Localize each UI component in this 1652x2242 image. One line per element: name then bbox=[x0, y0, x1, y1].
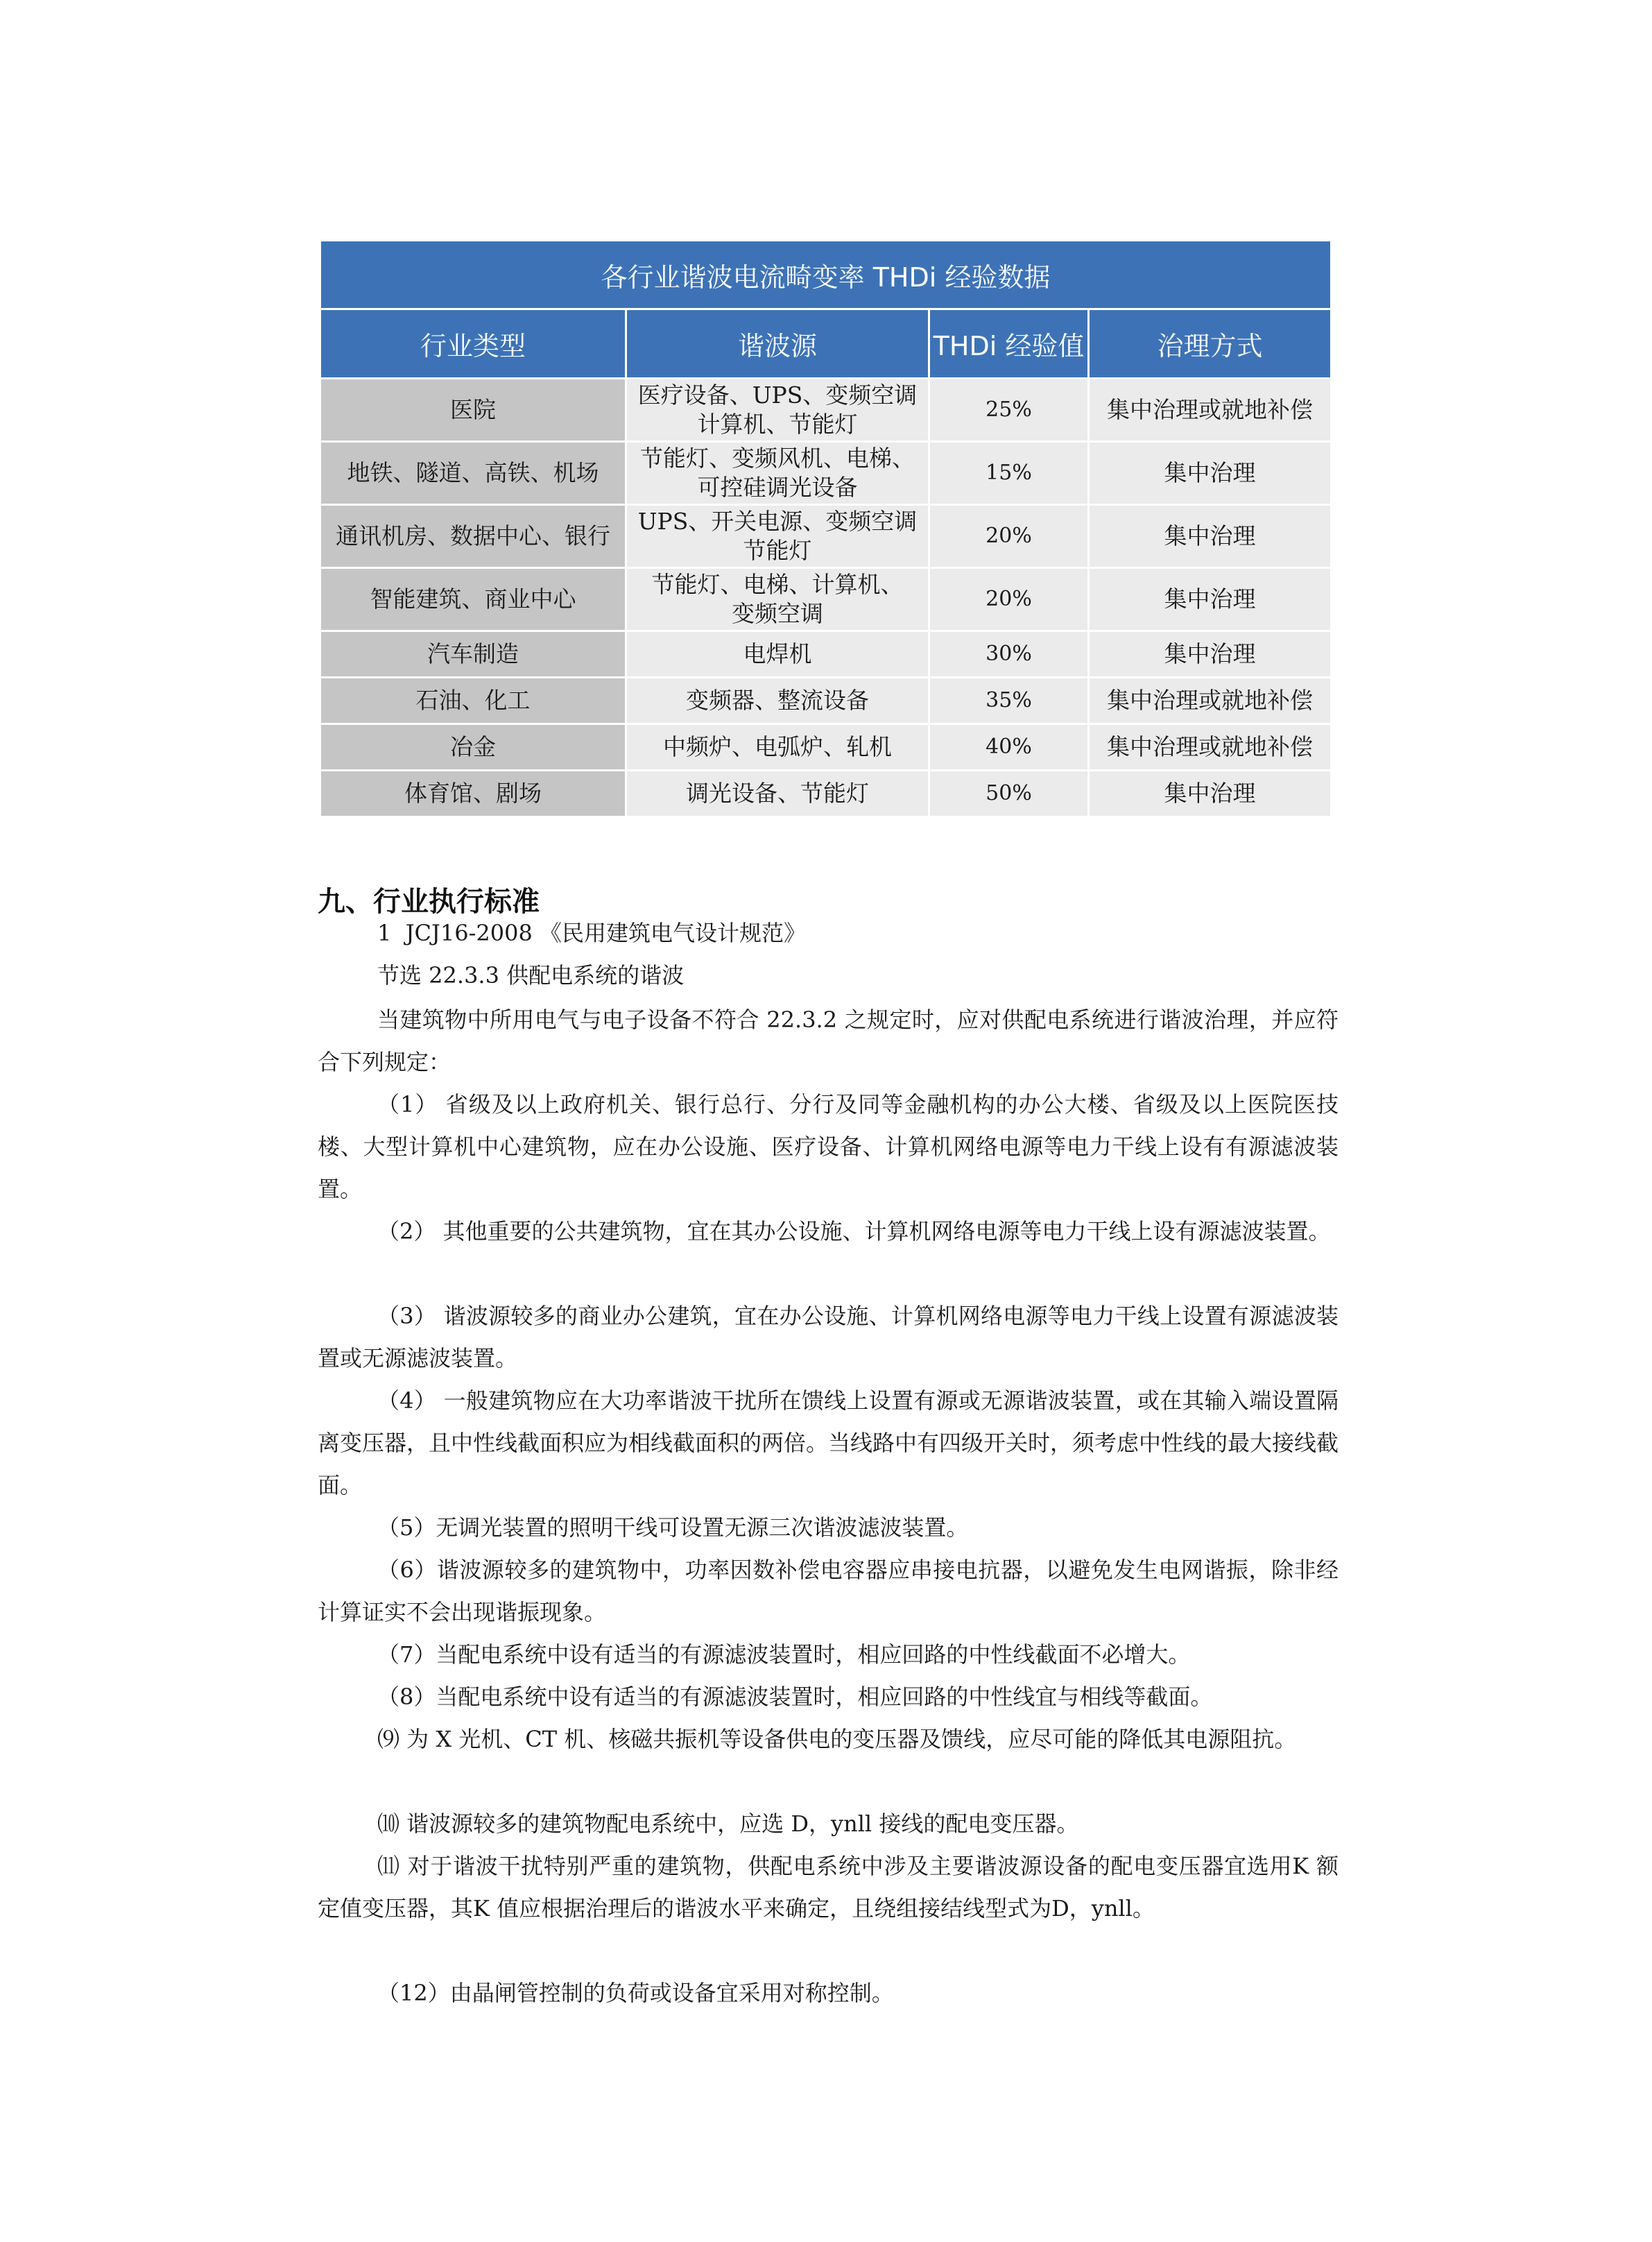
thdi-cell: 20% bbox=[929, 568, 1089, 631]
source-cell: 变频器、整流设备 bbox=[626, 678, 929, 724]
method-cell: 集中治理 bbox=[1089, 631, 1332, 678]
table-row bbox=[320, 678, 1332, 724]
source-cell bbox=[626, 379, 929, 442]
thdi-cell: 50% bbox=[929, 771, 1089, 817]
table-row bbox=[320, 631, 1332, 678]
header-source: 谐波源 bbox=[626, 309, 929, 379]
source-line: 节能灯、电梯、计算机、 bbox=[651, 571, 904, 598]
source-cell: 中频炉、电弧炉、轧机 bbox=[626, 724, 929, 771]
thdi-cell: 30% bbox=[929, 631, 1089, 678]
table-row bbox=[320, 771, 1332, 817]
method-cell: 集中治理 bbox=[1089, 505, 1332, 568]
excerpt-subtitle: 节选 22.3.3 供配电系统的谐波 bbox=[377, 962, 685, 989]
table-title: 各行业谐波电流畸变率 THDi 经验数据 bbox=[320, 241, 1332, 309]
rule-item: （4） 一般建筑物应在大功率谐波干扰所在馈线上设置有源或无源谐波装置，或在其输入端设置隔离变压器，且中性线截面积应为相线截面积的两倍。当线路中有四级开关时，须考虑中性线的最大接线截面。 bbox=[318, 1387, 1339, 1498]
rule-item: ⑾ 对于谐波干扰特别严重的建筑物，供配电系统中涉及主要谐波源设备的配电变压器宜选用K 额定值变压器，其K 值应根据治理后的谐波水平来确定，且绕组接结线型式为D，ynll。 bbox=[318, 1853, 1339, 1922]
industry-cell: 智能建筑、商业中心 bbox=[320, 568, 626, 631]
rule-item: （2） 其他重要的公共建筑物，宜在其办公设施、计算机网络电源等电力干线上设有源滤波装置。 bbox=[377, 1218, 1331, 1244]
table-row bbox=[320, 379, 1332, 442]
source-cell: 电焊机 bbox=[626, 631, 929, 678]
thdi-cell: 25% bbox=[929, 379, 1089, 442]
industry-cell: 汽车制造 bbox=[320, 631, 626, 678]
rule-item: ⑼ 为 X 光机、CT 机、核磁共振机等设备供电的变压器及馈线，应尽可能的降低其电源阻抗。 bbox=[377, 1726, 1297, 1752]
method-cell: 集中治理 bbox=[1089, 771, 1332, 817]
source-line: 可控硅调光设备 bbox=[697, 474, 858, 501]
header-method: 治理方式 bbox=[1089, 309, 1332, 379]
industry-cell: 通讯机房、数据中心、银行 bbox=[320, 505, 626, 568]
method-cell: 集中治理 bbox=[1089, 568, 1332, 631]
industry-cell: 地铁、隧道、高铁、机场 bbox=[320, 442, 626, 505]
rule-item: （1） 省级及以上政府机关、银行总行、分行及同等金融机构的办公大楼、省级及以上医院医技楼、大型计算机中心建筑物，应在办公设施、医疗设备、计算机网络电源等电力干线上设有有源滤波装置。 bbox=[318, 1091, 1339, 1202]
rule-item: （3） 谐波源较多的商业办公建筑，宜在办公设施、计算机网络电源等电力干线上设置有源滤波装置或无源滤波装置。 bbox=[318, 1303, 1339, 1371]
source-line: 计算机、节能灯 bbox=[697, 411, 858, 438]
section-heading: 九、行业执行标准 bbox=[318, 886, 540, 918]
rule-item: ⑽ 谐波源较多的建筑物配电系统中，应选 D，ynll 接线的配电变压器。 bbox=[377, 1811, 1079, 1837]
industry-cell: 石油、化工 bbox=[320, 678, 626, 724]
thdi-cell: 15% bbox=[929, 442, 1089, 505]
rule-item: （12）由晶闸管控制的负荷或设备宜采用对称控制。 bbox=[377, 1980, 894, 2006]
intro-paragraph: 当建筑物中所用电气与电子设备不符合 22.3.2 之规定时，应对供配电系统进行谐波治理，并应符合下列规定： bbox=[318, 1007, 1339, 1075]
standard-reference: 1 JCJ16-2008 《民用建筑电气设计规范》 bbox=[377, 920, 806, 946]
thdi-data-table bbox=[319, 239, 1332, 818]
table-row bbox=[320, 568, 1332, 631]
method-cell: 集中治理 bbox=[1089, 442, 1332, 505]
industry-cell: 医院 bbox=[320, 379, 626, 442]
source-line: 节能灯、变频风机、电梯、 bbox=[640, 445, 915, 472]
header-industry: 行业类型 bbox=[320, 309, 626, 379]
rule-item: （6）谐波源较多的建筑物中，功率因数补偿电容器应串接电抗器，以避免发生电网谐振，除非经计算证实不会出现谐振现象。 bbox=[318, 1557, 1339, 1625]
thdi-cell: 40% bbox=[929, 724, 1089, 771]
source-cell: 调光设备、节能灯 bbox=[626, 771, 929, 817]
method-cell: 集中治理或就地补偿 bbox=[1089, 379, 1332, 442]
method-cell: 集中治理或就地补偿 bbox=[1089, 724, 1332, 771]
source-line: 医疗设备、UPS、变频空调 bbox=[637, 382, 918, 409]
source-cell bbox=[626, 568, 929, 631]
source-cell bbox=[626, 442, 929, 505]
rule-item: （7）当配电系统中设有适当的有源滤波装置时，相应回路的中性线截面不必增大。 bbox=[377, 1641, 1191, 1668]
source-line: 节能灯 bbox=[743, 537, 812, 564]
method-cell: 集中治理或就地补偿 bbox=[1089, 678, 1332, 724]
table-row bbox=[320, 442, 1332, 505]
table-row bbox=[320, 505, 1332, 568]
source-line: UPS、开关电源、变频空调 bbox=[637, 508, 918, 535]
industry-cell: 冶金 bbox=[320, 724, 626, 771]
rule-item: （8）当配电系统中设有适当的有源滤波装置时，相应回路的中性线宜与相线等截面。 bbox=[377, 1684, 1213, 1710]
table-row bbox=[320, 724, 1332, 771]
thdi-cell: 35% bbox=[929, 678, 1089, 724]
rule-item: （5）无调光装置的照明干线可设置无源三次谐波滤波装置。 bbox=[377, 1514, 969, 1541]
thdi-cell: 20% bbox=[929, 505, 1089, 568]
industry-cell: 体育馆、剧场 bbox=[320, 771, 626, 817]
source-line: 变频空调 bbox=[732, 600, 823, 627]
source-cell bbox=[626, 505, 929, 568]
header-thdi: THDi 经验值 bbox=[929, 309, 1089, 379]
